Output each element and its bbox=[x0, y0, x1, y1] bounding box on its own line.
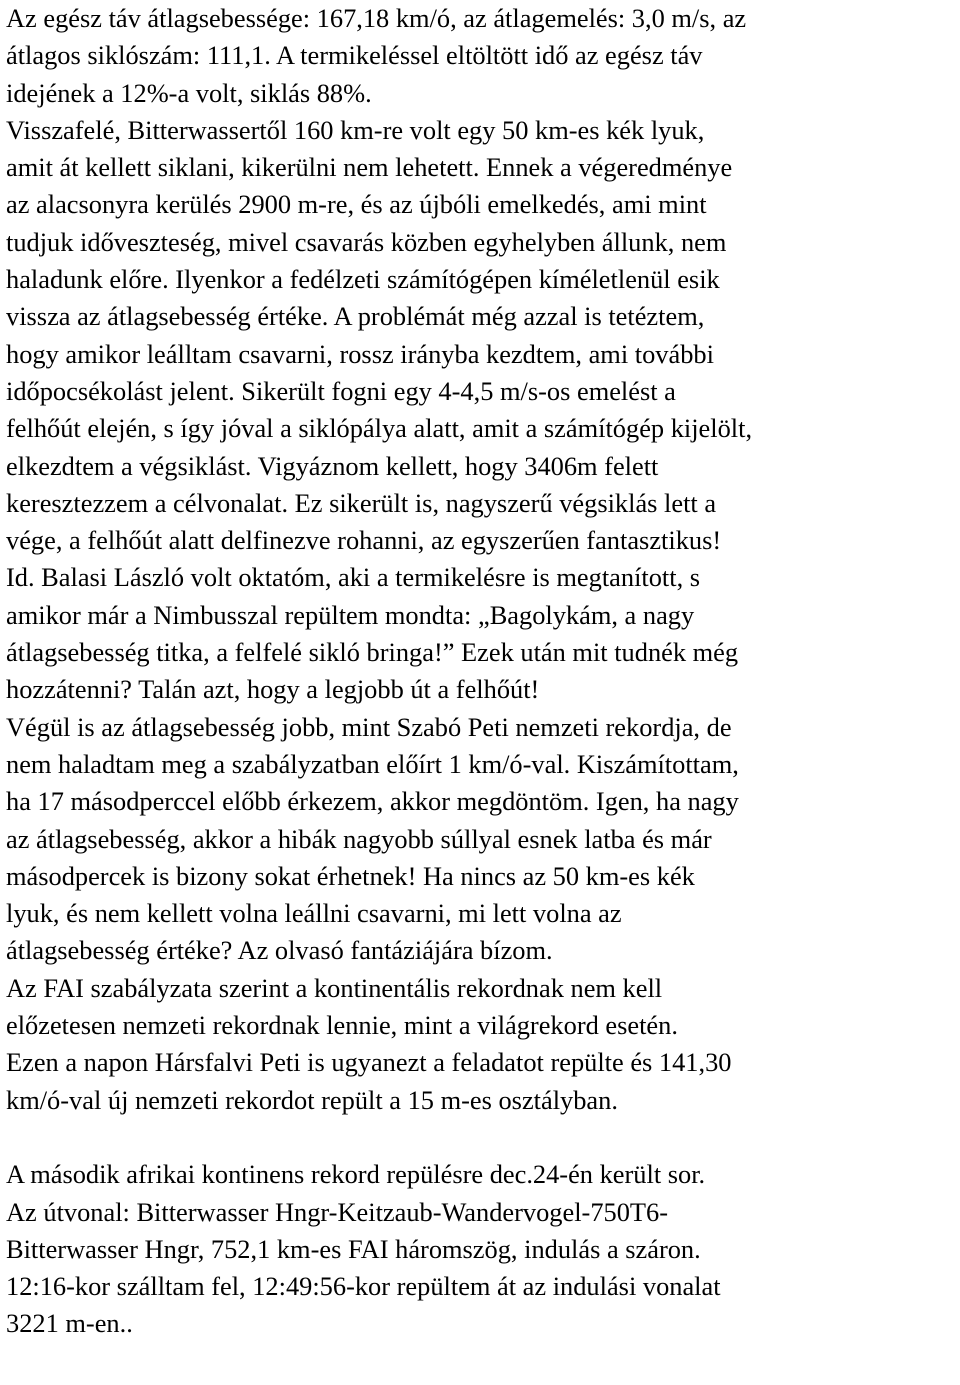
text-line: vége, a felhőút alatt delfinezve rohanni, az egyszerűen fantasztikus! bbox=[6, 525, 722, 556]
paragraph-2 bbox=[6, 1156, 956, 1342]
text-line: amit át kellett siklani, kikerülni nem lehetett. Ennek a végeredménye bbox=[6, 152, 733, 183]
text-line: felhőút elején, s így jóval a siklópálya alatt, amit a számítógép kijelölt, bbox=[6, 413, 753, 444]
text-line: Az útvonal: Bitterwasser Hngr-Keitzaub-Wandervogel-750T6- bbox=[6, 1196, 669, 1227]
text-line: ha 17 másodperccel előbb érkezem, akkor megdöntöm. Igen, ha nagy bbox=[6, 786, 739, 817]
text-line: időpocsékolást jelent. Sikerült fogni egy 4-4,5 m/s-os emelést a bbox=[6, 375, 676, 406]
text-line: Az FAI szabályzata szerint a kontinentális rekordnak nem kell bbox=[6, 972, 663, 1003]
text-line: vissza az átlagsebesség értéke. A problémát még azzal is tetéztem, bbox=[6, 301, 705, 332]
text-line: amikor már a Nimbusszal repültem mondta: „Bagolykám, a nagy bbox=[6, 599, 695, 630]
text-line: idejének a 12%-a volt, siklás 88%. bbox=[6, 77, 372, 108]
text-line: átlagsebesség értéke? Az olvasó fantáziájára bízom. bbox=[6, 935, 553, 966]
text-line: hogy amikor leálltam csavarni, rossz irányba kezdtem, ami további bbox=[6, 338, 714, 369]
text-line: átlagos siklószám: 111,1. A termikeléssel eltöltött idő az egész táv bbox=[6, 40, 703, 71]
text-line: Visszafelé, Bitterwassertől 160 km-re volt egy 50 km-es kék lyuk, bbox=[6, 114, 705, 145]
text-line: A második afrikai kontinens rekord repülésre dec.24-én került sor. bbox=[6, 1159, 706, 1190]
text-line: másodpercek is bizony sokat érhetnek! Ha nincs az 50 km-es kék bbox=[6, 860, 695, 891]
text-line: nem haladtam meg a szabályzatban előírt 1 km/ó-val. Kiszámítottam, bbox=[6, 748, 739, 779]
text-line: Bitterwasser Hngr, 752,1 km-es FAI háromszög, indulás a száron. bbox=[6, 1233, 701, 1264]
text-line: előzetesen nemzeti rekordnak lennie, mint a világrekord esetén. bbox=[6, 1010, 678, 1041]
text-line: keresztezzem a célvonalat. Ez sikerült is, nagyszerű végsiklás lett a bbox=[6, 487, 717, 518]
text-line: az alacsonyra kerülés 2900 m-re, és az újbóli emelkedés, ami mint bbox=[6, 189, 707, 220]
text-line: az átlagsebesség, akkor a hibák nagyobb súllyal esnek latba és már bbox=[6, 823, 712, 854]
text-line: átlagsebesség titka, a felfelé sikló bringa!” Ezek után mit tudnék még bbox=[6, 637, 739, 668]
text-line: Végül is az átlagsebesség jobb, mint Szabó Peti nemzeti rekordja, de bbox=[6, 711, 732, 742]
text-line: elkezdtem a végsiklást. Vigyáznom kellett, hogy 3406m felett bbox=[6, 450, 659, 481]
text-line: km/ó-val új nemzeti rekordot repült a 15 m-es osztályban. bbox=[6, 1084, 618, 1115]
text-line: Az egész táv átlagsebessége: 167,18 km/ó, az átlagemelés: 3,0 m/s, az bbox=[6, 3, 747, 33]
text-line: Id. Balasi László volt oktatóm, aki a termikelésre is megtanított, s bbox=[6, 562, 701, 593]
text-line: Ezen a napon Hársfalvi Peti is ugyanezt a feladatot repülte és 141,30 bbox=[6, 1047, 732, 1078]
paragraph-spacer bbox=[6, 1119, 956, 1156]
paragraph-1 bbox=[6, 0, 956, 1119]
text-line: haladunk előre. Ilyenkor a fedélzeti számítógépen kíméletlenül esik bbox=[6, 264, 720, 295]
text-line: hozzátenni? Talán azt, hogy a legjobb út a felhőút! bbox=[6, 674, 540, 705]
text-line: 12:16-kor szálltam fel, 12:49:56-kor repültem át az indulási vonalat bbox=[6, 1271, 721, 1302]
text-line: tudjuk időveszteség, mivel csavarás közben egyhelyben állunk, nem bbox=[6, 226, 727, 257]
text-line: 3221 m-en.. bbox=[6, 1308, 133, 1339]
text-line: lyuk, és nem kellett volna leállni csavarni, mi lett volna az bbox=[6, 898, 622, 929]
document-page bbox=[6, 0, 956, 1343]
